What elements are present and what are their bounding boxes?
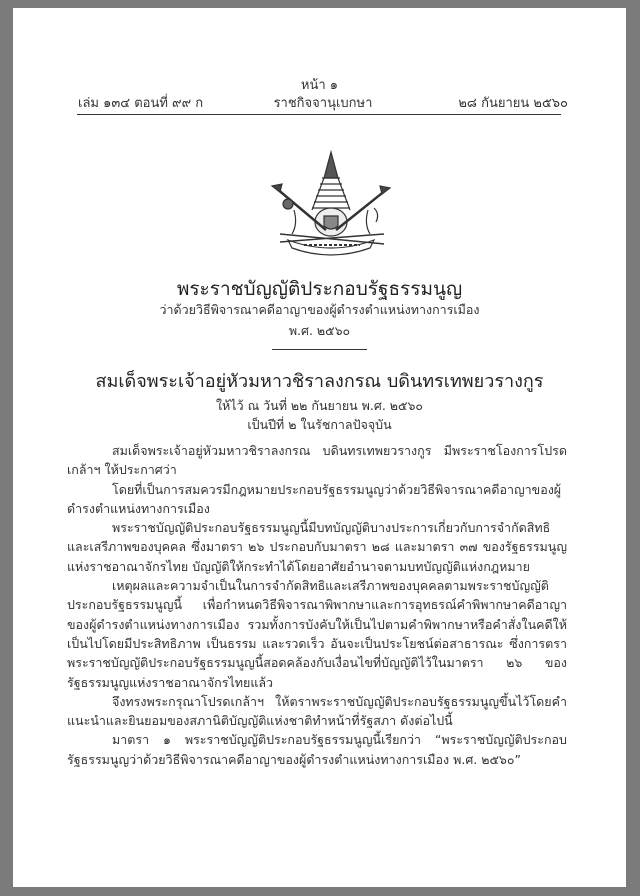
document-subtitle: ว่าด้วยวิธีพิจารณาคดีอาญาของผู้ดำรงตำแหน่งทางการเมือง bbox=[159, 302, 480, 317]
publication-date: ๒๘ กันยายน ๒๕๖๐ bbox=[458, 96, 568, 111]
document-body bbox=[67, 441, 567, 769]
paragraph-whereas: โดยที่เป็นการสมควรมีกฎหมายประกอบรัฐธรรมนูญว่าด้วยวิธีพิจารณาคดีอาญาของผู้ดำรงตำแหน่งทางการเมือง bbox=[67, 481, 562, 516]
given-date: ให้ไว้ ณ วันที่ ๒๒ กันยายน พ.ศ. ๒๕๖๐ bbox=[215, 398, 424, 413]
paragraph-rights-limitation: พระราชบัญญัติประกอบรัฐธรรมนูญนี้มีบทบัญญัติบางประการเกี่ยวกับการจำกัดสิทธิและเสรีภาพของบุคคล ซึ่งมาตรา ๒๖ ประกอบกับมาตรา ๒๘ และมาตรา ๓๗ ของรัฐธรรมนูญแห่งราชอาณาจักรไทย บัญญัติให้กระทำได้โดยอาศัยอำนาจตามบทบัญญัติแห่งกฎหมาย bbox=[67, 520, 567, 574]
title-divider bbox=[272, 349, 367, 350]
paragraph-section-1: มาตรา ๑ พระราชบัญญัติประกอบรัฐธรรมนูญนี้เรียกว่า “พระราชบัญญัติประกอบรัฐธรรมนูญว่าด้วยวิธีพิจารณาคดีอาญาของผู้ดำรงตำแหน่งทางการเมือง พ.ศ. ๒๕๖๐” bbox=[67, 732, 567, 767]
page-number: หน้า ๑ bbox=[300, 78, 339, 93]
king-name: สมเด็จพระเจ้าอยู่หัวมหาวชิราลงกรณ บดินทรเทพยวรางกูร bbox=[95, 371, 544, 392]
document-page bbox=[13, 8, 626, 887]
paragraph-proclamation: สมเด็จพระเจ้าอยู่หัวมหาวชิราลงกรณ บดินทรเทพยวรางกูร มีพระราชโองการโปรดเกล้าฯ ให้ประกาศว่า bbox=[67, 443, 567, 478]
publication-name: ราชกิจจานุเบกษา bbox=[273, 96, 373, 111]
gazette-header bbox=[78, 92, 568, 112]
volume-issue: เล่ม ๑๓๔ ตอนที่ ๙๙ ก bbox=[78, 96, 204, 111]
paragraph-reasons: เหตุผลและความจำเป็นในการจำกัดสิทธิและเสรีภาพของบุคคลตามพระราชบัญญัติประกอบรัฐธรรมนูญนี้ เพื่อกำหนดวิธีพิจารณาพิพากษาและการอุทธรณ์คำพิพากษาคดีอาญาของผู้ดำรงตำแหน่งทางการเมือง รวมทั้งการบังคับให้เป็นไปตามคำพิพากษาหรือคำสั่งในคดีให้เป็นไปโดยมีประสิทธิภาพ เป็นธรรม และรวดเร็ว อันจะเป็นประโยชน์ต่อสาธารณะ ซึ่งการตราพระราชบัญญัติประกอบรัฐธรรมนูญนี้สอดคล้องกับเงื่อนไขที่บัญญัติไว้ในมาตรา ๒๖ ของรัฐธรรมนูญแห่งราชอาณาจักรไทยแล้ว bbox=[67, 578, 567, 690]
royal-garuda-emblem-icon bbox=[266, 148, 396, 258]
header-divider bbox=[77, 114, 561, 115]
document-title: พระราชบัญญัติประกอบรัฐธรรมนูญ bbox=[176, 278, 463, 300]
reign-year: เป็นปีที่ ๒ ในรัชกาลปัจจุบัน bbox=[247, 417, 392, 432]
document-year: พ.ศ. ๒๕๖๐ bbox=[288, 323, 351, 338]
paragraph-enactment: จึงทรงพระกรุณาโปรดเกล้าฯ ให้ตราพระราชบัญญัติประกอบรัฐธรรมนูญขึ้นไว้โดยคำแนะนำและยินยอมของสภานิติบัญญัติแห่งชาติทำหน้าที่รัฐสภา ดังต่อไปนี้ bbox=[67, 693, 567, 729]
